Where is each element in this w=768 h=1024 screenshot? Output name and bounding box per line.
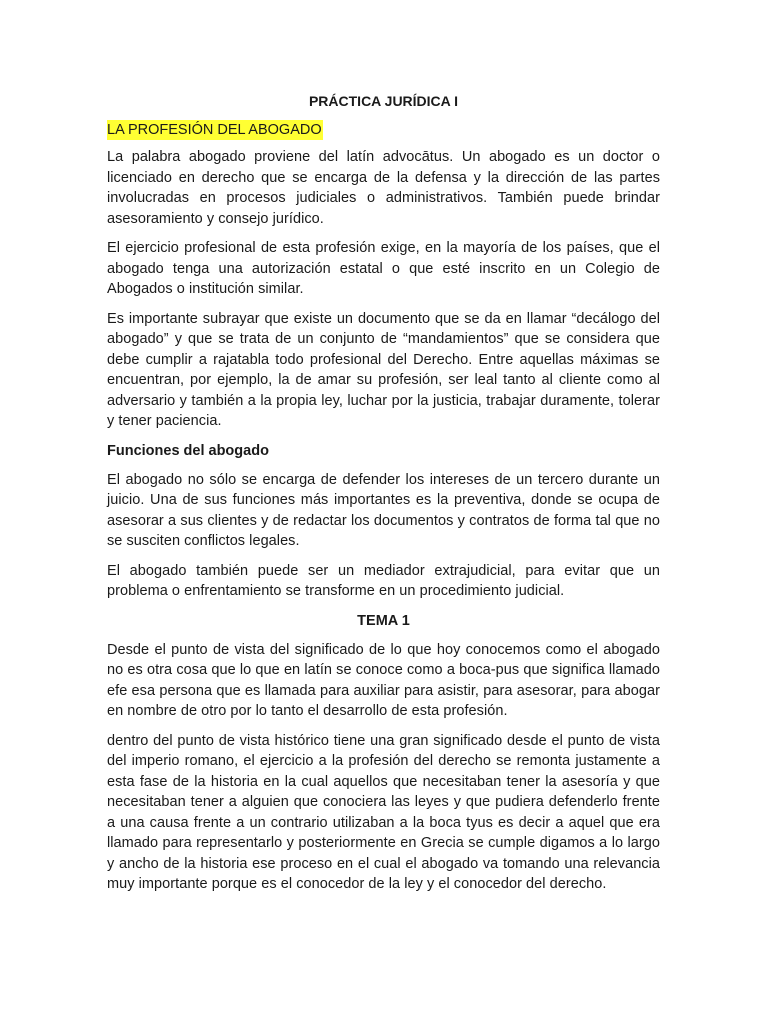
tema-heading: TEMA 1 [357, 612, 410, 629]
functions-paragraph: El abogado no sólo se encarga de defender los intereses de un tercero durante un juicio. Una de sus funciones más importantes es la preventiva, donde se ocupa de asesorar a sus clientes y de redactar los documentos y contratos de forma tal que no se susciten conflictos legales. [107, 471, 660, 549]
tema-paragraph: Desde el punto de vista del significado de lo que hoy conocemos como el abogado no es otra cosa que lo que en latín se conoce como a boca-pus que significa llamado efe esa persona que es llamada para auxiliar para asistir, para asesorar, para abogar en nombre de otro por lo tanto el desarrollo de esta profesión. [107, 641, 660, 719]
document-page [107, 92, 660, 904]
document-title: PRÁCTICA JURÍDICA I [308, 93, 459, 109]
tema-paragraph: dentro del punto de vista histórico tiene una gran significado desde el punto de vista del imperio romano, el ejercicio a la profesión del derecho se remonta justamente a esta fase de la historia en la cual aquellos que necesitaban tener la asesoría y que necesitaban tener a alguien que conociera las leyes y que pudiera defenderlo frente a una causa frente a un contrario utilizaban a la boca tyus es decir a aquel que era llamado para representarlo y posteriormente en Grecia se cumple digamos a lo largo y ancho de la historia ese proceso en el cual el abogado va tomando una relevancia muy importante porque es el conocedor de la ley y el conocedor del derecho. [107, 732, 660, 892]
functions-paragraph: El abogado también puede ser un mediador extrajudicial, para evitar que un problema o enfrentamiento se transforme en un procedimiento judicial. [107, 562, 660, 599]
intro-paragraph: Es importante subrayar que existe un documento que se da en llamar “decálogo del abogado” y que se trata de un conjunto de “mandamientos” que se considera que debe cumplir a rajatabla todo profesional del Derecho. Entre aquellas máximas se encuentran, por ejemplo, la de amar su profesión, ser leal tanto al cliente como al adversario y también a la propia ley, luchar por la justicia, trabajar duramente, tolerar y tener paciencia. [107, 310, 660, 429]
intro-paragraph: La palabra abogado proviene del latín advocātus. Un abogado es un doctor o licenciado en derecho que se encarga de la defensa y la dirección de las partes involucradas en procesos judiciales o administrativos. También puede brindar asesoramiento y consejo jurídico. [107, 149, 660, 227]
intro-paragraph: El ejercicio profesional de esta profesión exige, en la mayoría de los países, que el abogado tenga una autorización estatal o que esté inscrito en un Colegio de Abogados o institución similar. [107, 240, 660, 297]
functions-heading: Funciones del abogado [107, 442, 269, 459]
highlighted-heading: LA PROFESIÓN DEL ABOGADO [107, 122, 322, 138]
